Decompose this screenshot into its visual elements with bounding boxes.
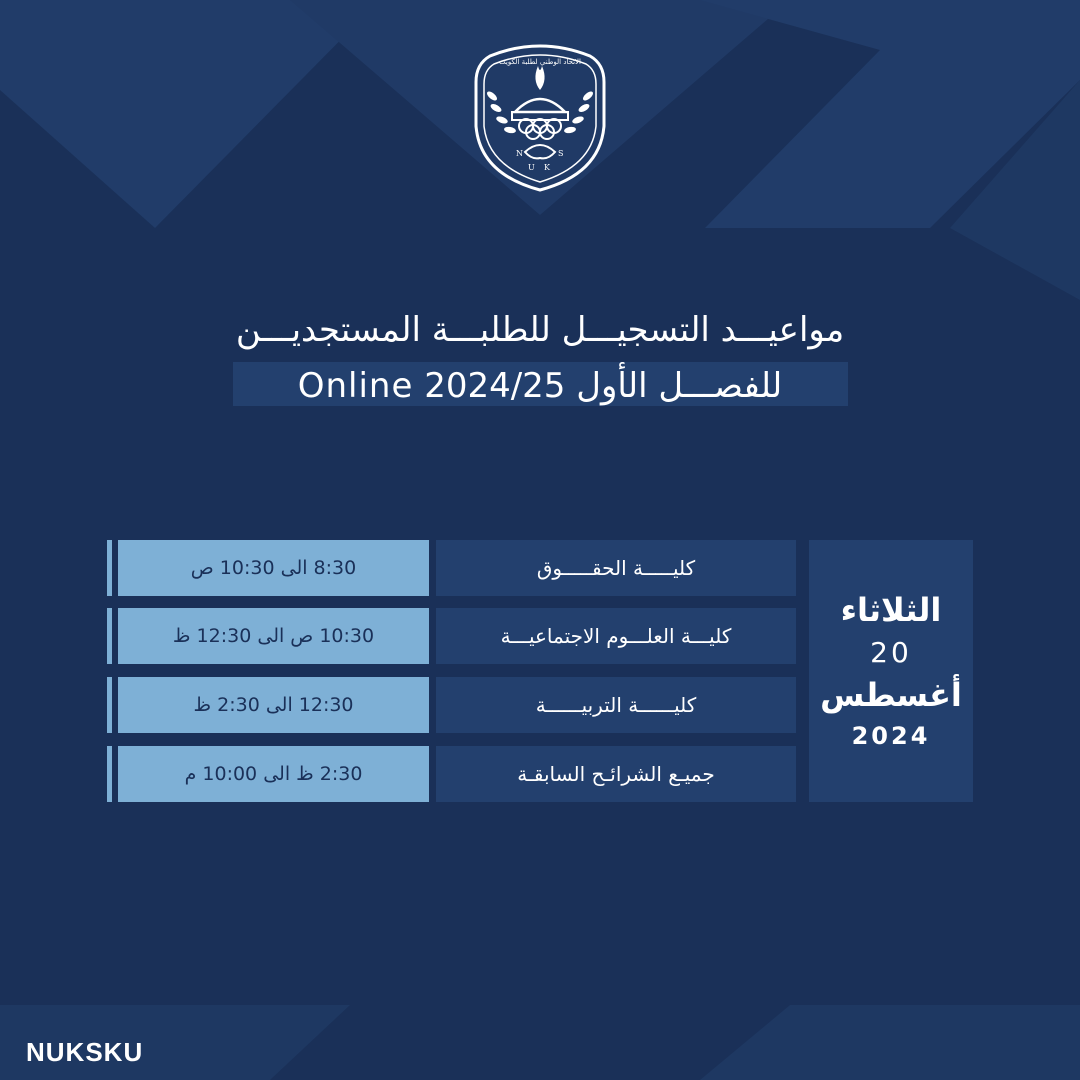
time-cell: 8:30 الى 10:30 ص — [118, 540, 429, 596]
row-accent-bar — [107, 540, 112, 596]
row-accent-bar — [107, 677, 112, 733]
logo-letter-n: N — [516, 149, 523, 158]
title-block — [200, 300, 880, 420]
faculty-cell: كليـــة العلـــوم الاجتماعيـــة — [436, 608, 796, 664]
date-number: 20 — [870, 636, 912, 669]
date-year: 2024 — [851, 722, 931, 750]
faculty-cell: كليــــــة التربيــــــة — [436, 677, 796, 733]
row-accent-bar — [107, 608, 112, 664]
date-cell — [809, 540, 973, 802]
time-cell: 2:30 ظ الى 10:00 م — [118, 746, 429, 802]
logo-arc-text: الاتحاد الوطني لطلبة الكويت — [499, 58, 581, 66]
faculty-cell: كليـــــة الحقـــــوق — [436, 540, 796, 596]
date-month: أغسطس — [820, 676, 962, 714]
faculty-cell: جميـع الشرائـح السابقـة — [436, 746, 796, 802]
title-line-1: مواعيـــد التسجيـــل للطلبـــة المستجديـــن — [235, 310, 845, 350]
logo-letter-u: U — [528, 163, 535, 172]
logo-letter-s: S — [558, 149, 564, 158]
schedule-table — [105, 540, 975, 802]
title-line-2: للفصـــل الأول 2024/25 Online — [297, 366, 783, 406]
time-cell: 12:30 الى 2:30 ظ — [118, 677, 429, 733]
logo-letter-k: K — [544, 163, 550, 172]
time-cell: 10:30 ص الى 12:30 ظ — [118, 608, 429, 664]
bg-shape-bottom-right — [700, 1005, 1080, 1080]
brand-wordmark: NUKSKU — [26, 1037, 144, 1067]
nuks-logo — [470, 34, 610, 194]
date-day: الثلاثاء — [840, 591, 942, 629]
row-accent-bar — [107, 746, 112, 802]
bg-shape-top-left — [0, 0, 380, 228]
